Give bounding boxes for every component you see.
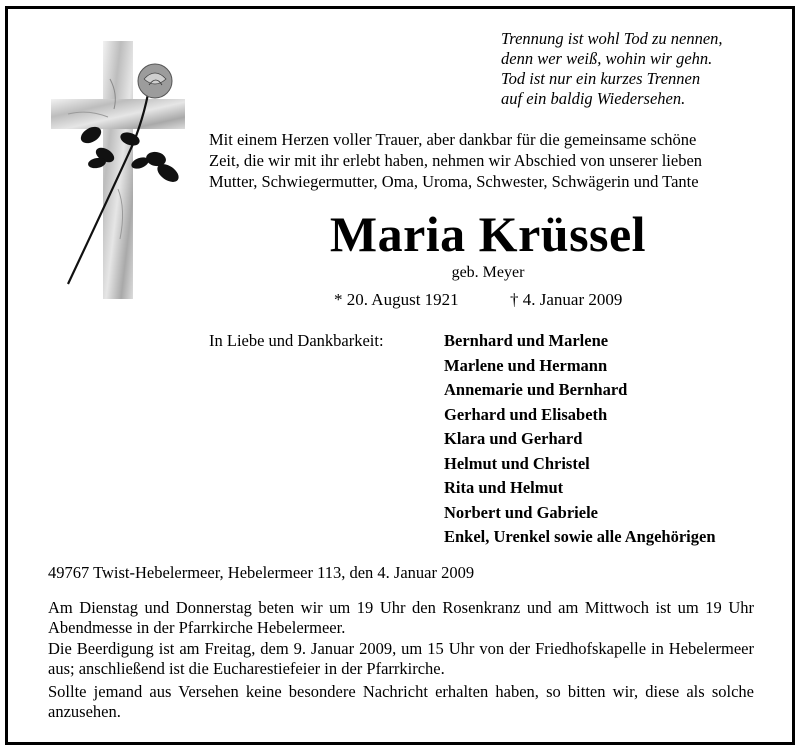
mourner-entry: Marlene und Hermann — [444, 355, 608, 375]
birth-date: * 20. August 1921 — [334, 290, 459, 309]
mourner-entry: Norbert und Gabriele — [444, 502, 598, 522]
intro-line: Mit einem Herzen voller Trauer, aber dankbar für die gemeinsame schöne — [209, 130, 697, 149]
mourner-entry: Klara und Gerhard — [444, 429, 583, 448]
poem-line: Trennung ist wohl Tod zu nennen, — [501, 29, 723, 48]
prayer-notice: Am Dienstag und Donnerstag beten wir um 19 Uhr den Rosenkranz und am Mittwoch ist um 19 Uhr Abendmesse in der Pfarrkirche Hebelermeer. — [48, 598, 754, 637]
mourner-entry: Helmut und Christel — [444, 453, 590, 473]
poem — [501, 29, 791, 109]
poem-line: Tod ist nur ein kurzes Trennen — [501, 69, 701, 88]
mourner-entry: Annemarie und Bernhard — [444, 380, 628, 399]
address-line: 49767 Twist-Hebelermeer, Hebelermeer 113, den 4. Januar 2009 — [48, 563, 475, 582]
maiden-name: geb. Meyer — [451, 264, 525, 281]
intro-line: Zeit, die wir mit ihr erlebt haben, nehmen wir Abschied von unserer lieben — [209, 151, 703, 170]
mourner-entry: Gerhard und Elisabeth — [444, 404, 608, 424]
mourners-label: In Liebe und Dankbarkeit: — [209, 331, 384, 350]
mourner-entry: Rita und Helmut — [444, 478, 564, 497]
mourners-list — [444, 329, 784, 550]
deceased-name: Maria Krüssel — [329, 206, 647, 262]
notification-notice: Sollte jemand aus Versehen keine besondere Nachricht erhalten haben, so bitten wir, diese als solche anzusehen. — [48, 682, 754, 721]
poem-line: auf ein baldig Wiedersehen. — [501, 89, 686, 108]
poem-line: denn wer weiß, wohin wir gehn. — [501, 49, 713, 68]
obituary-notice — [5, 6, 795, 745]
intro-text — [209, 129, 769, 192]
funeral-notice: Die Beerdigung ist am Freitag, dem 9. Januar 2009, um 15 Uhr von der Friedhofskapelle in Hebelermeer aus; anschließend ist die Eucharestiefeier in der Pfarrkirche. — [48, 639, 754, 678]
cross-with-rose-icon — [48, 39, 188, 301]
death-date: † 4. Januar 2009 — [510, 290, 623, 309]
mourner-entry: Enkel, Urenkel sowie alle Angehörigen — [444, 527, 716, 546]
mourner-entry: Bernhard und Marlene — [444, 331, 609, 350]
intro-line: Mutter, Schwiegermutter, Oma, Uroma, Schwester, Schwägerin und Tante — [209, 172, 699, 191]
